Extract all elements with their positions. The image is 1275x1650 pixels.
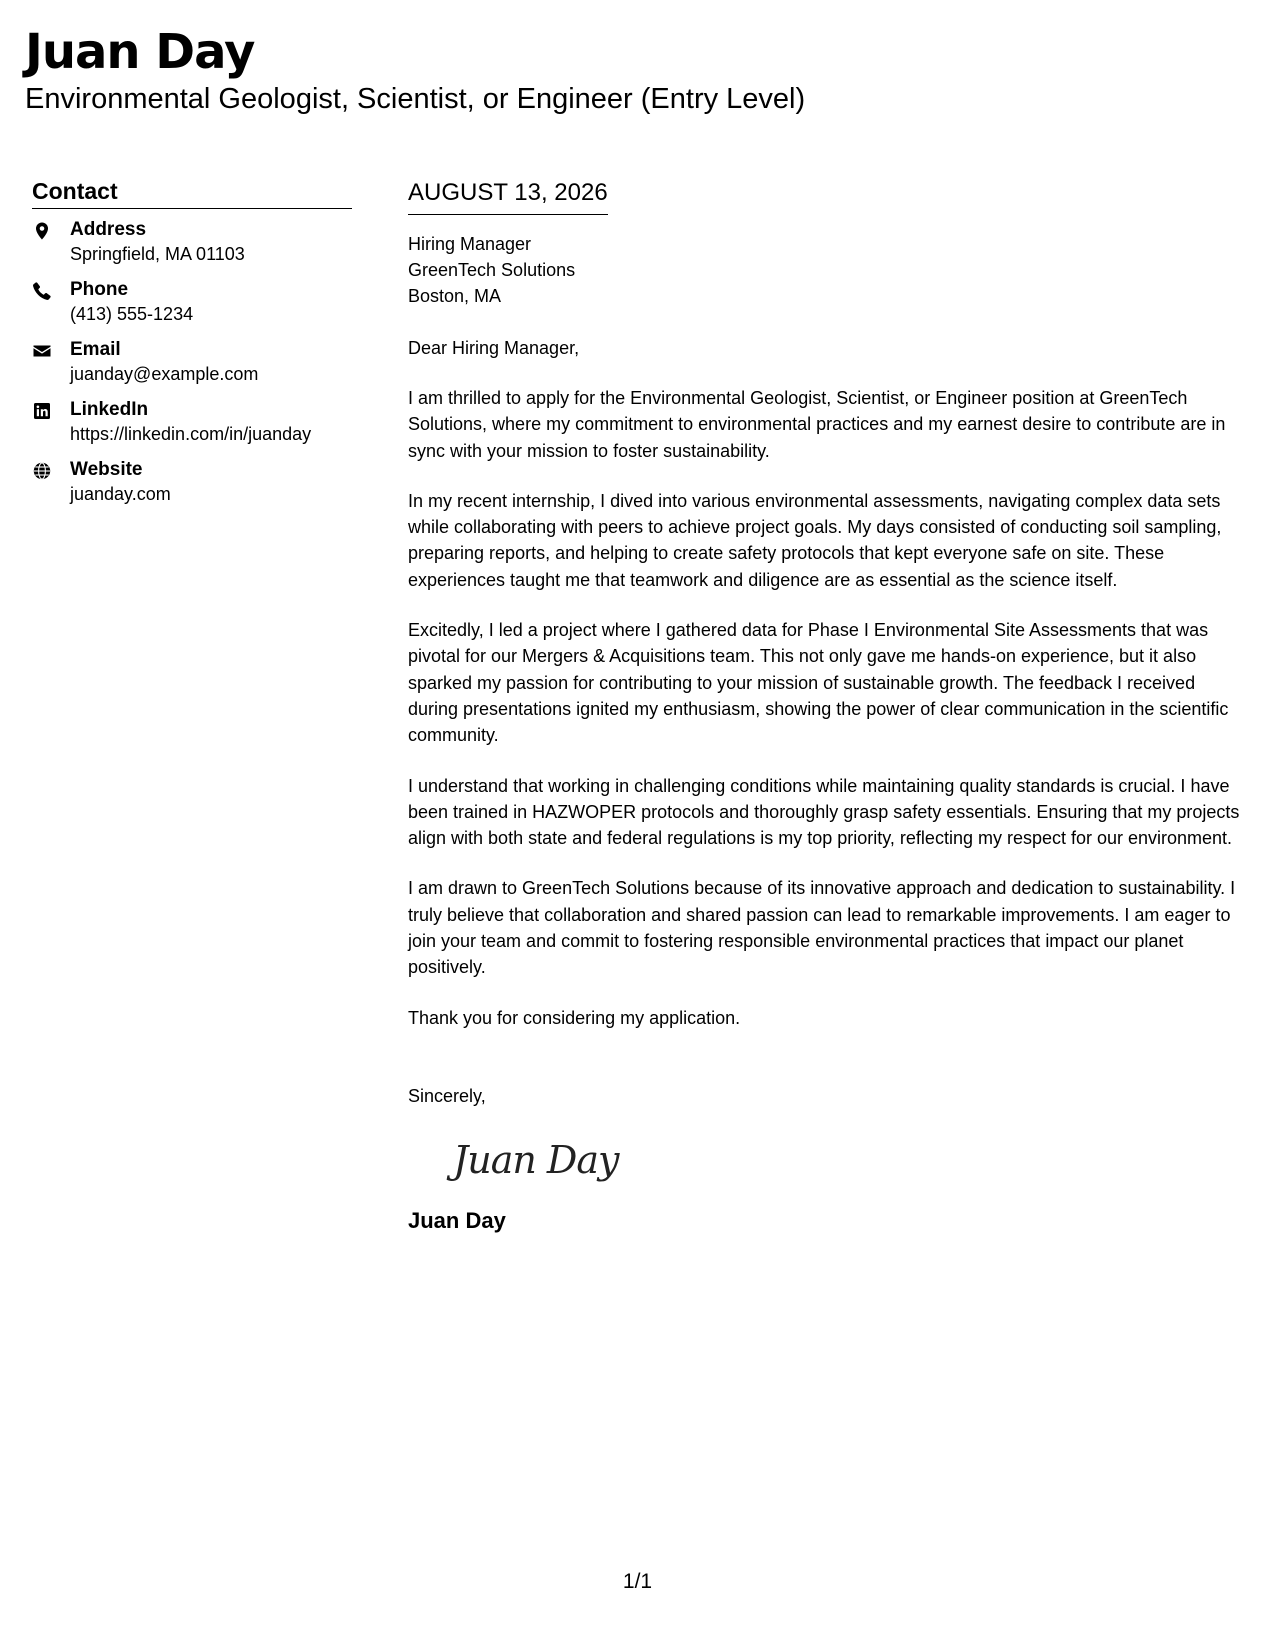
letter-paragraph: I am thrilled to apply for the Environmental Geologist, Scientist, or Engineer position at GreenTech Solutions, where my commitment to environmental practices and my earnest desire to contribute are in sync with your mission to foster sustainability. (408, 388, 1226, 461)
letter-paragraph: In my recent internship, I dived into various environmental assessments, navigating complex data sets while collaborating with peers to achieve project goals. My days consisted of conducting soil sampling, preparing reports, and helping to create safety protocols that kept everyone safe on site. These experiences taught me that teamwork and diligence are as essential as the science itself. (408, 490, 1222, 590)
letter-date: AUGUST 13, 2026 (408, 176, 608, 215)
envelope-icon (32, 338, 70, 361)
page-number: 1/1 (622, 1570, 653, 1593)
contact-label: Phone (70, 279, 129, 300)
recipient-line: GreenTech Solutions (408, 260, 576, 280)
contact-label: Website (70, 459, 143, 480)
letter-paragraph: Thank you for considering my application. (408, 1007, 741, 1028)
job-title: Environmental Geologist, Scientist, or Engineer (Entry Level) (25, 83, 806, 115)
recipient-line: Hiring Manager (408, 234, 532, 254)
closing: Sincerely, (408, 1085, 486, 1106)
letter-body (408, 176, 1248, 1235)
signer-name: Juan Day (408, 1207, 506, 1233)
contact-label: Email (70, 339, 121, 360)
linkedin-icon (32, 398, 70, 421)
contact-value: juanday.com (70, 484, 171, 504)
contact-value: juanday@example.com (70, 364, 259, 384)
contact-value: Springfield, MA 01103 (70, 244, 245, 264)
contact-item-phone (32, 278, 352, 326)
salutation: Dear Hiring Manager, (408, 338, 580, 358)
contact-item-website (32, 458, 352, 506)
letter-paragraph: I understand that working in challenging conditions while maintaining quality standards is crucial. I have been trained in HAZWOPER protocols and thoroughly grasp safety essentials. Ensuring that my projects align with both state and federal regulations is my top priority, reflecting my respect for our environment. (408, 775, 1240, 849)
contact-sidebar (32, 176, 352, 518)
recipient-block (408, 231, 1248, 309)
contact-item-linkedin (32, 398, 352, 446)
contact-label: Address (70, 219, 147, 240)
signature-image: Juan Day (453, 1137, 619, 1182)
contact-list (32, 218, 352, 506)
contact-value: (413) 555-1234 (70, 304, 194, 324)
map-pin-icon (32, 218, 70, 241)
recipient-line: Boston, MA (408, 286, 502, 306)
letter-paragraph: I am drawn to GreenTech Solutions because of its innovative approach and dedication to sustainability. I truly believe that collaboration and shared passion can lead to remarkable improvements. I am eager to join your team and commit to fostering responsible environmental practices that impact our planet positively. (408, 878, 1236, 978)
contact-item-address (32, 218, 352, 266)
contact-heading: Contact (32, 176, 352, 209)
contact-value: https://linkedin.com/in/juanday (70, 424, 312, 444)
contact-item-email (32, 338, 352, 386)
header (25, 22, 1225, 116)
letter-paragraph: Excitedly, I led a project where I gathered data for Phase I Environmental Site Assessments that was pivotal for our Mergers & Acquisitions team. This not only gave me hands-on experience, but it also sparked my passion for contributing to your mission of sustainable growth. The feedback I received during presentations ignited my enthusiasm, showing the power of clear communication in the scientific community. (408, 620, 1229, 746)
applicant-name: Juan Day (25, 24, 255, 80)
contact-label: LinkedIn (70, 399, 149, 420)
globe-icon (32, 458, 70, 481)
phone-icon (32, 278, 70, 301)
